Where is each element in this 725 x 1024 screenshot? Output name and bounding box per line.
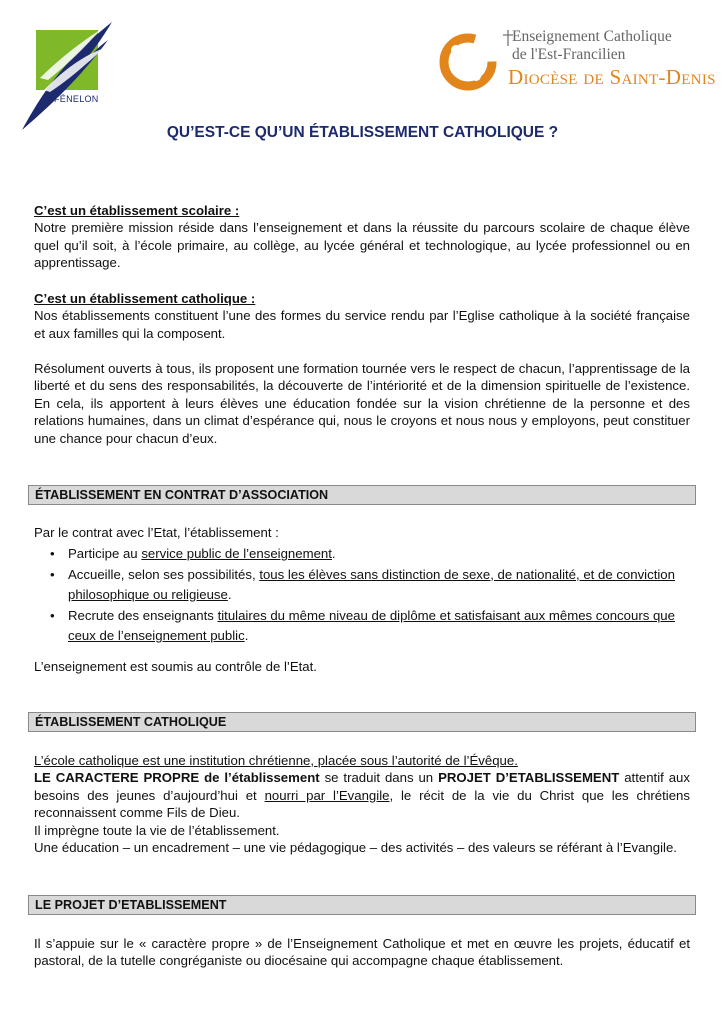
- scolaire-heading: C’est un établissement scolaire :: [34, 203, 240, 218]
- contrat-closing: L’enseignement est soumis au contrôle de l’Etat.: [34, 659, 317, 674]
- fenelon-logo: [20, 18, 120, 132]
- catholique-line1: L’école catholique est une institution chrétienne, placée sous l’autorité de l’Évêque.: [34, 753, 518, 768]
- bullet-icon: •: [50, 566, 55, 582]
- catholique-line4: Une éducation – un encadrement – une vie pédagogique – des activités – des valeurs se référant à l’Evangile.: [34, 840, 677, 856]
- evangile-underlined: nourri par l’Evangile: [264, 787, 390, 803]
- section-heading-projet: LE PROJET D’ETABLISSEMENT: [28, 895, 696, 915]
- fenelon-quill-icon: [20, 18, 120, 132]
- intro-scolaire: [34, 202, 690, 272]
- scolaire-text: Notre première mission réside dans l’enseignement et dans la réussite du parcours scolaire de chaque élève quel qu’il soit, à l’école primaire, au collège, au lycée général et technologique, au lycée professionnel ou en apprentissage.: [34, 220, 690, 271]
- intro-ouverts: [34, 360, 690, 447]
- diocese-emblem-icon: [436, 26, 506, 96]
- contrat-bullet-3-underlined: titulaires du même niveau de diplôme et satisfaisant aux mêmes concours que ceux de l’enseignement public: [68, 607, 675, 643]
- diocese-logo: [436, 26, 716, 96]
- intro-catholique: [34, 290, 690, 342]
- contrat-body: [34, 524, 690, 647]
- diocese-line3: Diocèse de Saint-Denis: [508, 65, 716, 89]
- projet-body: [34, 935, 690, 970]
- catholique-body: [34, 752, 690, 856]
- diocese-line2: de l'Est-Francilien: [512, 46, 626, 63]
- contrat-bullet-2: • Accueille, selon ses possibilités, tous les élèves sans distinction de sexe, de nationalité, et de conviction philosophique ou religieuse.: [50, 566, 675, 602]
- contrat-bullet-2-underlined: tous les élèves sans distinction de sexe, de nationalité, et de conviction philosophique ou religieuse: [68, 566, 675, 602]
- catholique-text: Nos établissements constituent l’une des formes du service rendu par l’Eglise catholique à la société française et aux familles qui la composent.: [34, 308, 690, 341]
- catholique-paragraph: LE CARACTERE PROPRE de l’établissement se traduit dans un PROJET D’ETABLISSEMENT attentif aux besoins des jeunes d’aujourd’hui et nourri par l’Evangile, le récit de la vie du Christ que les chrétiens reconnaissent comme Fils de Dieu.: [34, 770, 690, 821]
- projet-text: Il s’appuie sur le « caractère propre » de l’Enseignement Catholique et met en œuvre les projets, éducatif et pastoral, de la tutelle congréganiste ou diocésaine qui accompagne chaque établissement.: [34, 936, 690, 969]
- page-title: QU’EST-CE QU’UN ÉTABLISSEMENT CATHOLIQUE ?: [166, 124, 559, 141]
- catholique-line3: Il imprègne toute la vie de l’établissement.: [34, 822, 280, 838]
- fenelon-caption: FÉNELON: [54, 94, 99, 104]
- catholique-heading: C’est un établissement catholique :: [34, 291, 256, 306]
- contrat-bullet-3: • Recrute des enseignants titulaires du même niveau de diplôme et satisfaisant aux mêmes concours que ceux de l’enseignement public.: [50, 607, 675, 643]
- section-heading-catholique: ÉTABLISSEMENT CATHOLIQUE: [28, 712, 696, 732]
- section-heading-contrat: ÉTABLISSEMENT EN CONTRAT D’ASSOCIATION: [28, 485, 696, 505]
- bullet-icon: •: [50, 546, 55, 561]
- ouverts-text: Résolument ouverts à tous, ils proposent une formation tournée vers le respect de chacun, l’apprentissage de la liberté et du sens des responsabilités, la découverte de l’intériorité et de la dimension spirituelle de l’existence. En cela, ils apportent à leurs élèves une éducation fondée sur la vision chrétienne de la personne et des relations humaines, dans un climat d’espérance qui, nous le croyons et nous nous y employons, peut constituer une chance pour chacun d’eux.: [34, 361, 690, 446]
- diocese-line1: Enseignement Catholique: [512, 28, 672, 45]
- bullet-icon: •: [50, 607, 55, 623]
- contrat-bullet-1-underlined: service public de l’enseignement: [141, 546, 332, 561]
- contrat-bullet-1: • Participe au service public de l’enseignement.: [34, 544, 690, 565]
- contrat-lead: Par le contrat avec l’Etat, l’établissement :: [34, 525, 279, 540]
